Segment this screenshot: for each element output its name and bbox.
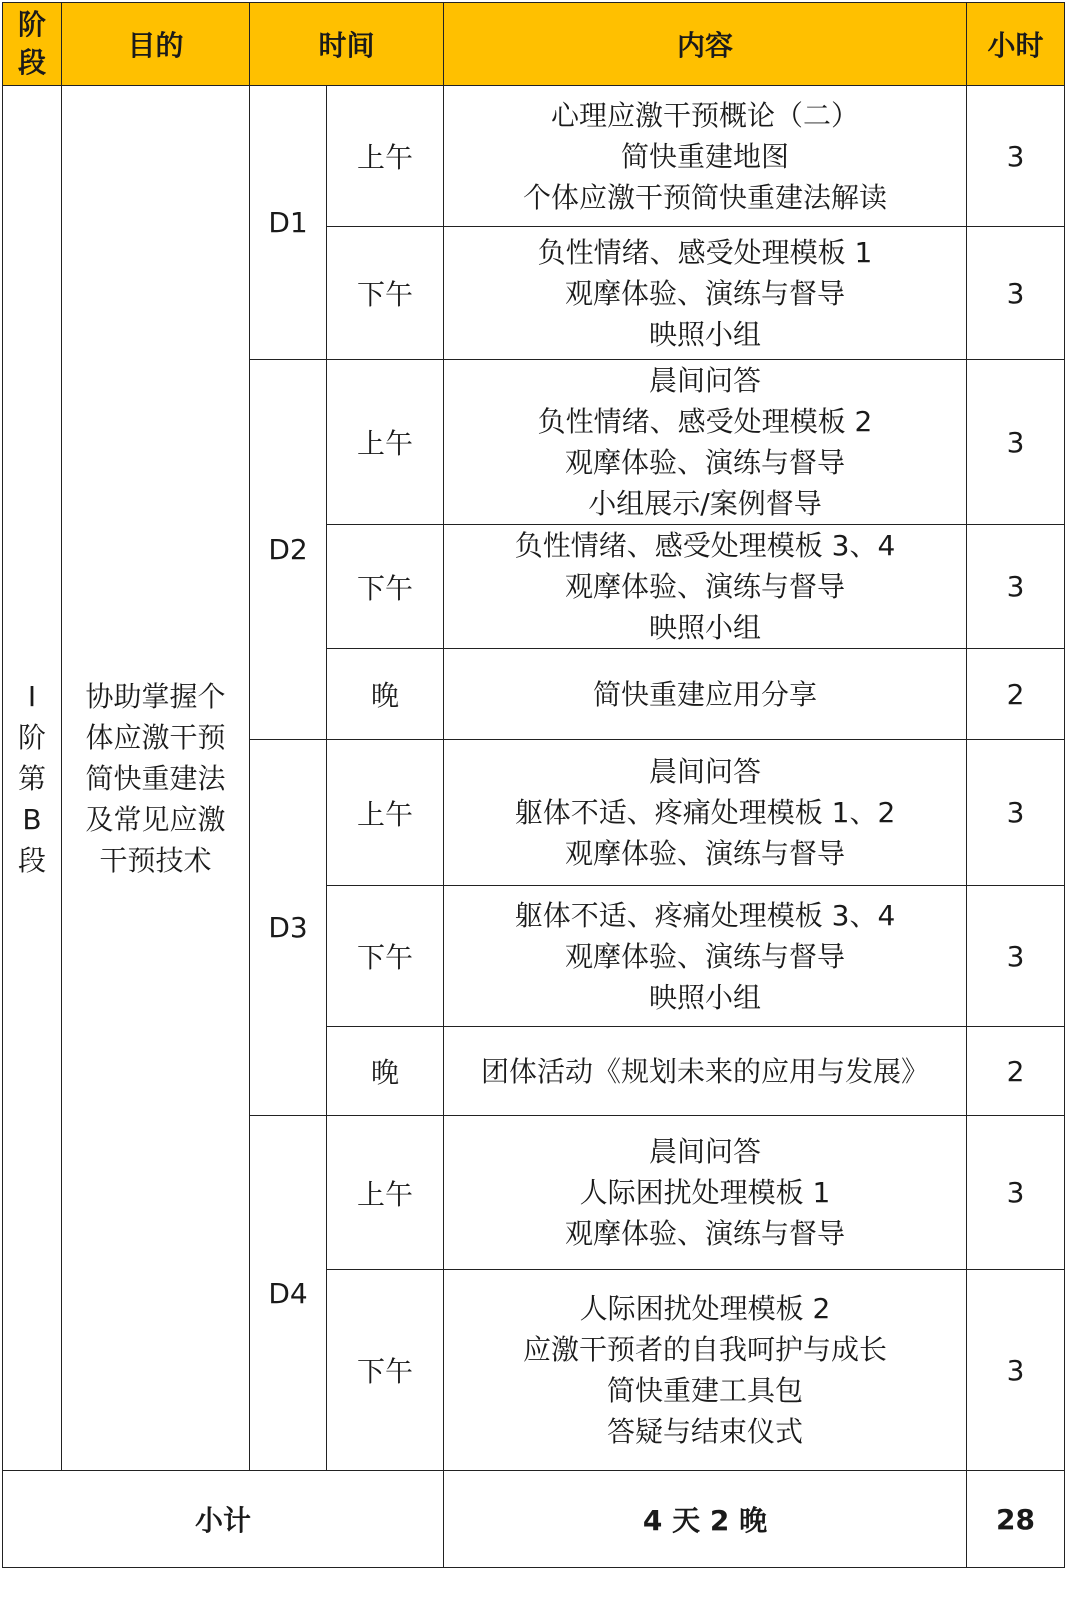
session-content-cell [444,649,967,740]
content-item: 负性情绪、感受处理模板 1 [537,235,873,269]
content-item: 团体活动《规划未来的应用与发展》 [481,1054,930,1088]
session-content-cell [444,525,967,649]
session-content-cell [444,1027,967,1116]
session-time-cell: 下午 [327,886,444,1027]
content-item: 映照小组 [649,317,762,351]
content-item: 观摩体验、演练与督导 [565,276,846,310]
header-stage: 阶 段 [3,3,62,86]
content-item: 人际困扰处理模板 1 [579,1176,831,1209]
session-hours-cell: 3 [967,740,1065,886]
session-hours-cell: 2 [967,1027,1065,1116]
subtotal-hours: 28 [967,1471,1065,1568]
content-item: 负性情绪、感受处理模板 2 [537,405,873,438]
day-cell: D4 [250,1116,327,1471]
session-content-cell [444,360,967,525]
content-item: 映照小组 [649,611,762,644]
session-hours-cell: 3 [967,525,1065,649]
content-item: 晨间问答 [649,755,762,788]
session-content-cell [444,886,967,1027]
content-item: 简快重建工具包 [607,1374,804,1407]
day-cell: D1 [250,86,327,360]
session-time-cell: 上午 [327,360,444,525]
session-time-cell: 下午 [327,525,444,649]
day-cell: D2 [250,360,327,740]
content-item: 映照小组 [649,980,762,1014]
content-item: 观摩体验、演练与督导 [565,1217,846,1250]
content-item: 躯体不适、疼痛处理模板 3、4 [514,898,896,932]
session-hours-cell: 3 [967,227,1065,360]
content-item: 晨间问答 [649,1135,762,1168]
session-content-cell [444,227,967,360]
session-content-cell [444,1270,967,1471]
session-hours-cell: 3 [967,886,1065,1027]
schedule-body [3,86,1065,1471]
session-content-cell [444,740,967,886]
content-item: 观摩体验、演练与督导 [565,837,846,870]
session-content-cell [444,1116,967,1270]
session-time-cell: 下午 [327,227,444,360]
content-item: 观摩体验、演练与督导 [565,939,846,973]
subtotal-row [3,1471,1065,1568]
stage-cell: I 阶 第 B 段 [3,86,62,1471]
session-content-cell [444,86,967,227]
session-time-cell: 上午 [327,1116,444,1270]
session-time-cell: 上午 [327,86,444,227]
subtotal-duration: 4 天 2 晚 [444,1471,967,1568]
content-item: 个体应激干预简快重建法解读 [523,180,888,214]
subtotal-label: 小计 [3,1471,444,1568]
schedule-table [2,2,1065,1568]
header-row [3,3,1065,86]
content-item: 简快重建地图 [621,139,790,173]
session-hours-cell: 3 [967,1116,1065,1270]
header-hours: 小时 [967,3,1065,86]
session-time-cell: 晚 [327,649,444,740]
header-content: 内容 [444,3,967,86]
content-item: 躯体不适、疼痛处理模板 1、2 [514,796,896,829]
header-time: 时间 [250,3,444,86]
content-item: 小组展示/案例督导 [588,487,822,520]
content-item: 心理应激干预概论（二） [551,98,860,132]
day-cell: D3 [250,740,327,1116]
session-hours-cell: 3 [967,360,1065,525]
content-item: 人际困扰处理模板 2 [579,1292,831,1325]
content-item: 负性情绪、感受处理模板 3、4 [514,529,896,562]
content-item: 应激干预者的自我呵护与成长 [523,1333,888,1366]
session-time-cell: 上午 [327,740,444,886]
content-item: 答疑与结束仪式 [607,1415,804,1448]
session-hours-cell: 3 [967,1270,1065,1471]
content-item: 晨间问答 [649,364,762,397]
session-time-cell: 晚 [327,1027,444,1116]
session-hours-cell: 3 [967,86,1065,227]
session-hours-cell: 2 [967,649,1065,740]
content-item: 观摩体验、演练与督导 [565,570,846,603]
content-item: 简快重建应用分享 [593,677,818,711]
goal-cell: 协助掌握个 体应激干预 简快重建法 及常见应激 干预技术 [62,86,250,1471]
session-row [3,86,1065,227]
session-time-cell: 下午 [327,1270,444,1471]
header-goal: 目的 [62,3,250,86]
content-item: 观摩体验、演练与督导 [565,446,846,479]
